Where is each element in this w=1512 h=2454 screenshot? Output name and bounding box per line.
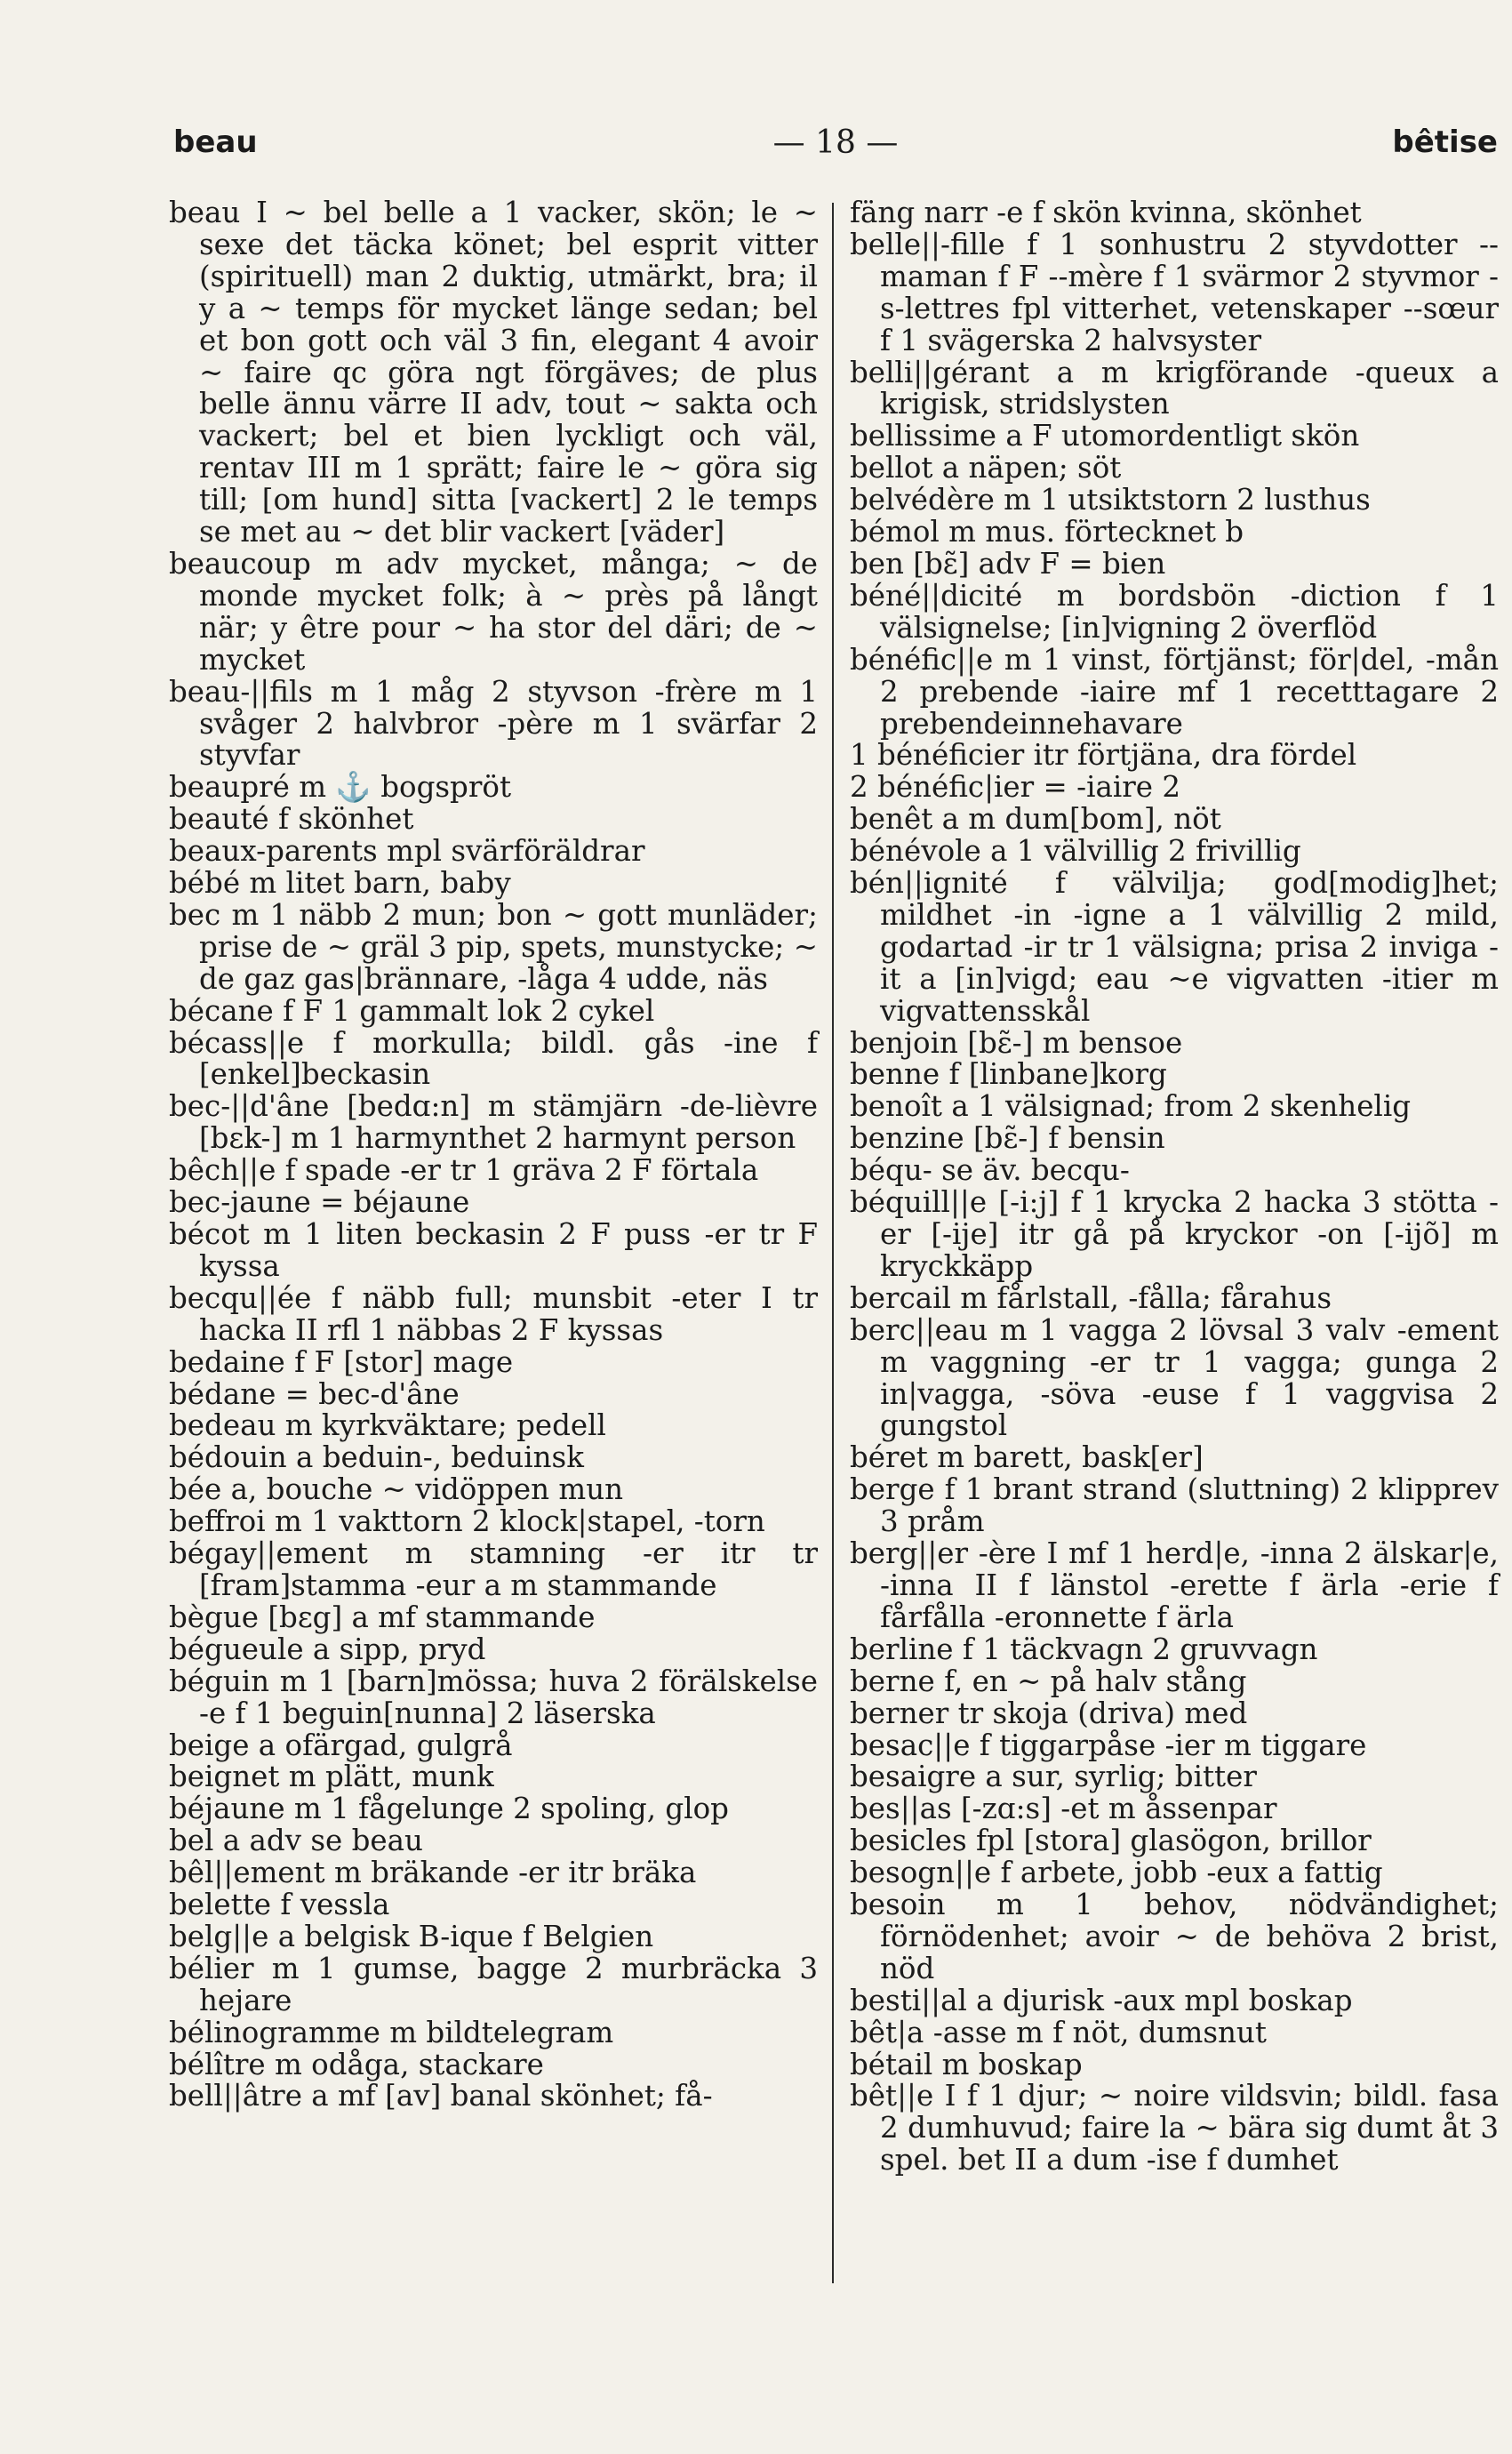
dictionary-entry: belvédère m 1 utsiktstorn 2 lusthus bbox=[850, 483, 1371, 517]
dictionary-entry: bédouin a beduin-, beduinsk bbox=[169, 1440, 584, 1475]
dictionary-entry: benne f [linbane]korg bbox=[850, 1057, 1167, 1092]
dictionary-entry: bégueule a sipp, pryd bbox=[169, 1632, 486, 1666]
dictionary-entry: belli||gérant a m krigförande -queux a krigisk, stridslysten bbox=[850, 355, 1499, 421]
dictionary-entry: besicles fpl [stora] glasögon, brillor bbox=[850, 1824, 1372, 1858]
dictionary-entry: benzine [bɛ̃-] f bensin bbox=[850, 1121, 1165, 1156]
dictionary-entry: belette f vessla bbox=[169, 1888, 390, 1922]
dictionary-entry: 2 bénéfic|ier = -iaire 2 bbox=[850, 770, 1181, 805]
dictionary-entry: bell||âtre a mf [av] banal skönhet; få- bbox=[169, 2079, 713, 2113]
dictionary-entry: beau I ~ bel belle a 1 vacker, skön; le ~ sexe det täcka könet; bel esprit vitter (spirituell) man 2 duktig, utmärkt, bra; il y a ~ temps för mycket länge sedan; bel et bon gott och väl 3 fin, elegant 4 avoir ~ faire qc göra ngt förgäves; de plus belle ännu värre II adv, tout ~ sakta och vackert; bel et bien lyckligt och väl, rentav III m 1 sprätt; faire le ~ göra sig till; [om hund] sitta [vackert] 2 le temps se met au ~ det blir vackert [väder] bbox=[169, 196, 818, 549]
dictionary-entry: belg||e a belgisk B-ique f Belgien bbox=[169, 1919, 654, 1953]
dictionary-entry: bègue [bɛg] a mf stammande bbox=[169, 1600, 596, 1634]
dictionary-entry: bec m 1 näbb 2 mun; bon ~ gott munläder; prise de ~ gräl 3 pip, spets, munstycke; ~ de gaz gas|brännare, -låga 4 udde, näs bbox=[169, 897, 818, 996]
dictionary-entry: bélinogramme m bildtelegram bbox=[169, 2015, 614, 2049]
dictionary-entry: bec-jaune = béjaune bbox=[169, 1185, 470, 1220]
dictionary-entry: berline f 1 täckvagn 2 gruvvagn bbox=[850, 1632, 1318, 1666]
dictionary-entry: besti||al a djurisk -aux mpl boskap bbox=[850, 1983, 1353, 2017]
dictionary-entry: bêch||e f spade -er tr 1 gräva 2 F förtala bbox=[169, 1153, 759, 1188]
dictionary-entry: béret m barett, bask[er] bbox=[850, 1440, 1204, 1475]
dictionary-entry: beffroi m 1 vakttorn 2 klock|stapel, -torn bbox=[169, 1504, 765, 1539]
dictionary-entry: berge f 1 brant strand (sluttning) 2 klipprev 3 pråm bbox=[850, 1472, 1499, 1539]
dictionary-entry: beignet m plätt, munk bbox=[169, 1760, 494, 1794]
dictionary-entry: bel a adv se beau bbox=[169, 1824, 423, 1858]
dictionary-entry: fäng narr -e f skön kvinna, skönhet bbox=[850, 196, 1362, 229]
dictionary-entry: beaupré m ⚓ bogspröt bbox=[169, 770, 512, 805]
dictionary-entry: berner tr skoja (driva) med bbox=[850, 1696, 1248, 1730]
dictionary-entry: becqu||ée f näbb full; munsbit -eter I tr hacka II rfl 1 näbbas 2 F kyssas bbox=[169, 1280, 818, 1347]
dictionary-entry: 1 bénéficier itr förtjäna, dra fördel bbox=[850, 738, 1357, 773]
dictionary-entry: besogn||e f arbete, jobb -eux a fattig bbox=[850, 1856, 1383, 1890]
column-divider bbox=[832, 203, 834, 2283]
dictionary-entry: belle||-fille f 1 sonhustru 2 styvdotter --maman f F --mère f 1 svärmor 2 styvmor -s-lettres fpl vitterhet, vetenskaper --sœur f 1 svägerska 2 halvsyster bbox=[850, 227, 1499, 357]
dictionary-entry: béjaune m 1 fågelunge 2 spoling, glop bbox=[169, 1792, 729, 1826]
dictionary-entry: béqu- se äv. becqu- bbox=[850, 1153, 1130, 1188]
dictionary-entry: besoin m 1 behov, nödvändighet; förnödenhet; avoir ~ de behöva 2 brist, nöd bbox=[850, 1888, 1499, 1985]
dictionary-entry: bélier m 1 gumse, bagge 2 murbräcka 3 hejare bbox=[169, 1951, 818, 2017]
dictionary-entry: besac||e f tiggarpåse -ier m tiggare bbox=[850, 1728, 1367, 1762]
dictionary-entry: beaucoup m adv mycket, många; ~ de monde mycket folk; à ~ près på långt när; y être pour ~ ha stor del däri; de ~ mycket bbox=[169, 546, 818, 677]
dictionary-entry: besaigre a sur, syrlig; bitter bbox=[850, 1760, 1257, 1794]
dictionary-entry: bêl||ement m bräkande -er itr bräka bbox=[169, 1856, 697, 1890]
dictionary-entry: bédane = bec-d'âne bbox=[169, 1376, 460, 1411]
dictionary-entry: bémol m mus. förtecknet b bbox=[850, 515, 1244, 549]
dictionary-entry: bégay||ement m stamning -er itr tr [fram]stamma -eur a m stammande bbox=[169, 1536, 818, 1602]
dictionary-entry: bénéfic||e m 1 vinst, förtjänst; för|del, -mån 2 prebende -iaire mf 1 recetttagare 2 prebendeinnehavare bbox=[850, 642, 1499, 741]
dictionary-entry: bée a, bouche ~ vidöppen mun bbox=[169, 1472, 624, 1507]
dictionary-entry: bellissime a F utomordentligt skön bbox=[850, 419, 1360, 453]
dictionary-entry: bélître m odåga, stackare bbox=[169, 2047, 544, 2081]
page-number: — 18 — bbox=[772, 124, 899, 161]
right-column bbox=[850, 197, 1499, 2177]
dictionary-entry: bedeau m kyrkväktare; pedell bbox=[169, 1408, 606, 1443]
dictionary-entry: berne f, en ~ på halv stång bbox=[850, 1664, 1247, 1698]
dictionary-entry: bén||ignité f välvilja; god[modig]het; mildhet -in -igne a 1 välvillig 2 mild, godartad -ir tr 1 välsigna; prisa 2 inviga -it a [in]vigd; eau ~e vigvatten -itier m vigvattensskål bbox=[850, 866, 1499, 1028]
dictionary-entry: béguin m 1 [barn]mössa; huva 2 förälskelse -e f 1 beguin[nunna] 2 läserska bbox=[169, 1664, 818, 1730]
dictionary-entry: bedaine f F [stor] mage bbox=[169, 1344, 514, 1379]
right-guide-word: bêtise bbox=[1392, 124, 1498, 160]
dictionary-entry: berc||eau m 1 vagga 2 lövsal 3 valv -ement m vaggning -er tr 1 vagga; gunga 2 in|vagga, -söva -euse f 1 vaggvisa 2 gungstol bbox=[850, 1312, 1499, 1443]
dictionary-entry: beaux-parents mpl svärföräldrar bbox=[169, 834, 645, 869]
left-column bbox=[169, 197, 818, 2113]
dictionary-entry: bec-||d'âne [bedɑ:n] m stämjärn -de-lièvre [bɛk-] m 1 harmynthet 2 harmynt person bbox=[169, 1089, 818, 1156]
left-guide-word: beau bbox=[173, 124, 258, 160]
dictionary-entry: bercail m fårlstall, -fålla; fårahus bbox=[850, 1280, 1332, 1315]
dictionary-entry: bétail m boskap bbox=[850, 2047, 1083, 2081]
dictionary-entry: benoît a 1 välsignad; from 2 skenhelig bbox=[850, 1089, 1412, 1124]
dictionary-entry: bes||as [-zɑ:s] -et m åssenpar bbox=[850, 1792, 1277, 1826]
dictionary-entry: ben [bɛ̃] adv F = bien bbox=[850, 546, 1166, 581]
dictionary-entry: beige a ofärgad, gulgrå bbox=[169, 1728, 513, 1762]
dictionary-entry: benêt a m dum[bom], nöt bbox=[850, 802, 1221, 837]
dictionary-entry: bébé m litet barn, baby bbox=[169, 866, 511, 901]
dictionary-entry: bêt|a -asse m f nöt, dumsnut bbox=[850, 2015, 1267, 2049]
dictionary-entry: benjoin [bɛ̃-] m bensoe bbox=[850, 1025, 1183, 1060]
dictionary-entry: bécass||e f morkulla; bildl. gås -ine f [enkel]beckasin bbox=[169, 1025, 818, 1092]
dictionary-entry: beau-||fils m 1 måg 2 styvson -frère m 1 svåger 2 halvbror -père m 1 svärfar 2 styvfar bbox=[169, 674, 818, 773]
dictionary-entry: béquill||e [-i:j] f 1 krycka 2 hacka 3 stötta -er [-ije] itr gå på kryckor -on [-ijõ] m kryckkäpp bbox=[850, 1185, 1499, 1283]
page-header bbox=[173, 124, 1498, 178]
dictionary-entry: béné||dicité m bordsbön -diction f 1 välsignelse; [in]vigning 2 överflöd bbox=[850, 578, 1499, 645]
dictionary-entry: bécane f F 1 gammalt lok 2 cykel bbox=[169, 993, 655, 1028]
dictionary-entry: bécot m 1 liten beckasin 2 F puss -er tr F kyssa bbox=[169, 1217, 818, 1283]
dictionary-entry: bénévole a 1 välvillig 2 frivillig bbox=[850, 834, 1301, 869]
dictionary-entry: berg||er -ère I mf 1 herd|e, -inna 2 älskar|e, -inna II f länstol -erette f ärla -erie f fårfålla -eronnette f ärla bbox=[850, 1536, 1499, 1634]
dictionary-entry: bêt||e I f 1 djur; ~ noire vildsvin; bildl. fasa 2 dumhuvud; faire la ~ bära sig dumt åt 3 spel. bet II a dum -ise f dumhet bbox=[850, 2079, 1499, 2177]
dictionary-entry: bellot a näpen; söt bbox=[850, 451, 1122, 485]
dictionary-entry: beauté f skönhet bbox=[169, 802, 414, 837]
